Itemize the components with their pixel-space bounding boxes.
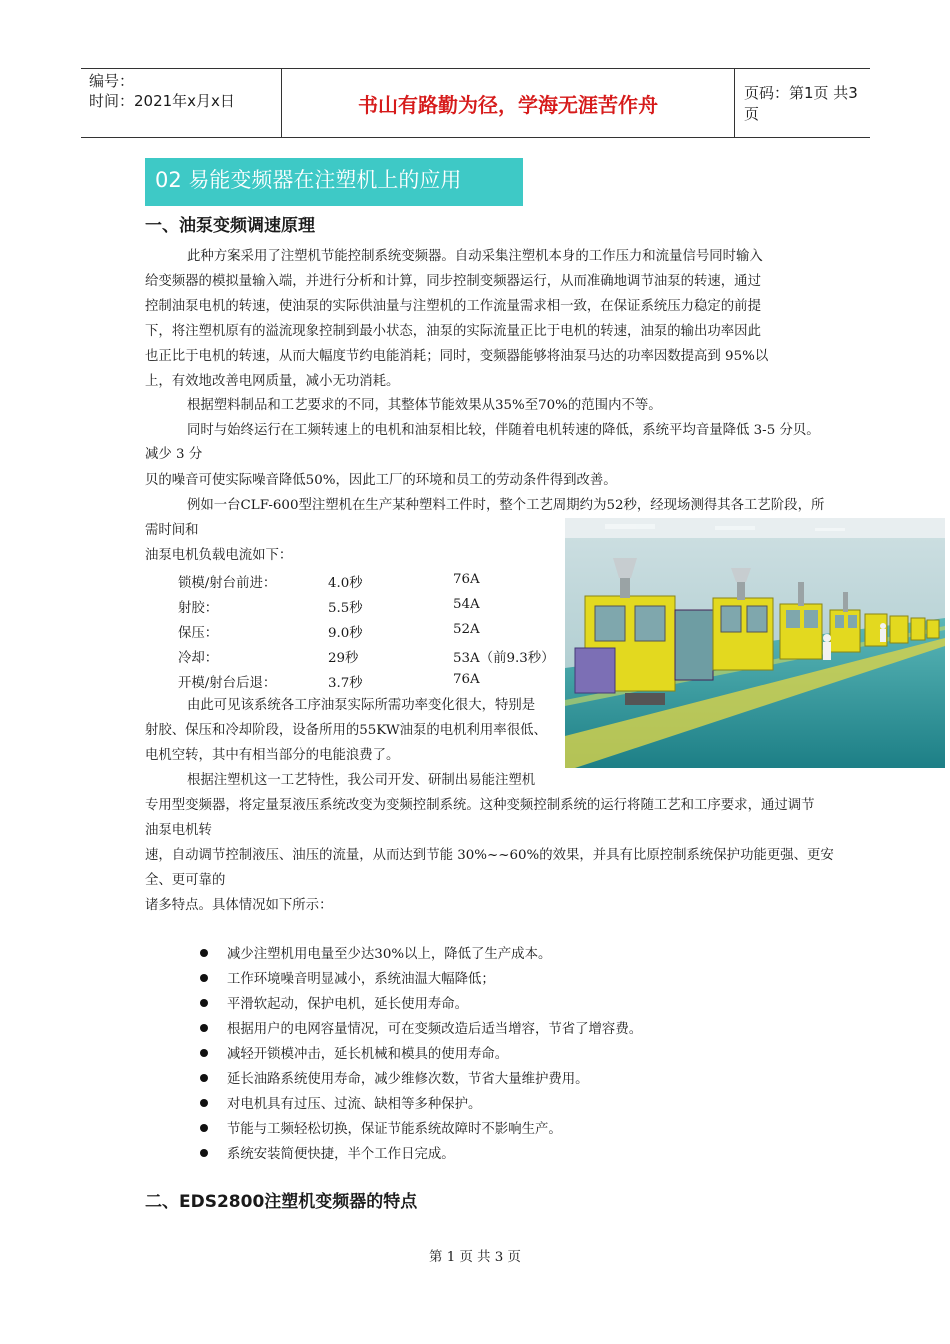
paragraph-line: 油泵电机转: [145, 823, 212, 838]
header-motto: 书山有路勤为径，学海无涯苦作舟: [281, 69, 735, 137]
section1-title: 一、油泵变频调速原理: [145, 216, 315, 236]
time-label: 时间：2021年x月x日: [89, 92, 235, 110]
paragraph-line: 电机空转，其中有相当部分的电能浪费了。: [145, 748, 400, 763]
paragraph-line: 此种方案采用了注塑机节能控制系统变频器。自动采集注塑机本身的工作压力和流量信号同时输入: [187, 249, 763, 264]
phase-stage: 保压：: [178, 626, 219, 641]
section2-title: 二、EDS2800注塑机变频器的特点: [145, 1192, 418, 1212]
paragraph-line: 速，自动调节控制液压、油压的流量，从而达到节能 30%~~60%的效果，并具有比原控制系统保护功能更强、更安: [145, 848, 834, 863]
paragraph-line: 控制油泵电机的转速，使油泵的实际供油量与注塑机的工作流量需求相一致，在保证系统压力稳定的前提: [145, 299, 761, 314]
phase-current: 53A（前9.3秒）: [453, 651, 555, 666]
paragraph-line: 减少 3 分: [145, 447, 203, 462]
list-item: 根据用户的电网容量情况，可在变频改造后适当增容，节省了增容费。: [200, 1018, 642, 1037]
phase-current: 54A: [453, 597, 480, 612]
paragraph-line: 也正比于电机的转速，从而大幅度节约电能消耗；同时，变频器能够将油泵马达的功率因数提高到 95%以: [145, 349, 769, 364]
phase-stage: 开模/射台后退：: [178, 676, 277, 691]
number-label: 编号：: [89, 72, 135, 90]
phase-time: 29秒: [328, 651, 359, 666]
paragraph-line: 上，有效地改善电网质量，减小无功消耗。: [145, 374, 400, 389]
phase-time: 3.7秒: [328, 676, 363, 691]
paragraph-line: 全、更可靠的: [145, 873, 226, 888]
header-page-info: 页码：第1页 共3页: [744, 84, 858, 123]
paragraph-line: 需时间和: [145, 523, 199, 538]
bullet-icon: [200, 999, 208, 1007]
phase-current: 52A: [453, 622, 480, 637]
page-header: [81, 68, 870, 138]
paragraph-line: 贝的噪音可使实际噪音降低50%，因此工厂的环境和员工的劳动条件得到改善。: [145, 473, 617, 488]
bullet-icon: [200, 974, 208, 982]
list-item: 对电机具有过压、过流、缺相等多种保护。: [200, 1093, 481, 1112]
bullet-icon: [200, 1049, 208, 1057]
phase-current: 76A: [453, 572, 480, 587]
header-meta: [81, 69, 281, 137]
factory-photo: [565, 518, 945, 768]
paragraph-line: 根据塑料制品和工艺要求的不同，其整体节能效果从35%至70%的范围内不等。: [187, 398, 662, 413]
paragraph-line: 油泵电机负载电流如下：: [145, 548, 293, 563]
phase-time: 5.5秒: [328, 601, 363, 616]
list-item: 减少注塑机用电量至少达30%以上，降低了生产成本。: [200, 943, 551, 962]
bullet-icon: [200, 1124, 208, 1132]
list-item: 系统安装简便快捷，半个工作日完成。: [200, 1143, 455, 1162]
phase-stage: 锁模/射台前进：: [178, 576, 277, 591]
phase-current: 76A: [453, 672, 480, 687]
bullet-icon: [200, 949, 208, 957]
page-footer: 第 1 页 共 3 页: [429, 1250, 521, 1265]
list-item: 节能与工频轻松切换，保证节能系统故障时不影响生产。: [200, 1118, 562, 1137]
list-item: 工作环境噪音明显减小，系统油温大幅降低；: [200, 968, 495, 987]
list-item: 平滑软起动，保护电机，延长使用寿命。: [200, 993, 468, 1012]
phase-time: 9.0秒: [328, 626, 363, 641]
paragraph-line: 给变频器的模拟量输入端，并进行分析和计算，同步控制变频器运行，从而准确地调节油泵的转速，通过: [145, 274, 761, 289]
paragraph-line: 下，将注塑机原有的溢流现象控制到最小状态，油泵的实际流量正比于电机的转速，油泵的输出功率因此: [145, 324, 761, 339]
paragraph-line: 根据注塑机这一工艺特性，我公司开发、研制出易能注塑机: [187, 773, 536, 788]
phase-time: 4.0秒: [328, 576, 363, 591]
paragraph-line: 例如一台CLF-600型注塑机在生产某种塑料工件时，整个工艺周期约为52秒，经现场测得其各工艺阶段，所: [187, 498, 825, 513]
phase-stage: 射胶：: [178, 601, 219, 616]
paragraph-line: 诸多特点。具体情况如下所示：: [145, 898, 333, 913]
bullet-icon: [200, 1024, 208, 1032]
paragraph-line: 同时与始终运行在工频转速上的电机和油泵相比较，伴随着电机转速的降低，系统平均音量降低 3-5 分贝。: [187, 423, 820, 438]
bullet-icon: [200, 1074, 208, 1082]
paragraph-line: 由此可见该系统各工序油泵实际所需功率变化很大，特别是: [187, 698, 536, 713]
paragraph-line: 射胶、保压和冷却阶段，设备所用的55KW油泵的电机利用率很低、: [145, 723, 547, 738]
phase-stage: 冷却：: [178, 651, 219, 666]
bullet-icon: [200, 1099, 208, 1107]
list-item: 减轻开锁模冲击，延长机械和模具的使用寿命。: [200, 1043, 508, 1062]
paragraph-line: 专用型变频器，将定量泵液压系统改变为变频控制系统。这种变频控制系统的运行将随工艺和工序要求，通过调节: [145, 798, 815, 813]
bullet-icon: [200, 1149, 208, 1157]
section-banner: 02 易能变频器在注塑机上的应用: [145, 158, 523, 206]
list-item: 延长油路系统使用寿命，减少维修次数，节省大量维护费用。: [200, 1068, 589, 1087]
